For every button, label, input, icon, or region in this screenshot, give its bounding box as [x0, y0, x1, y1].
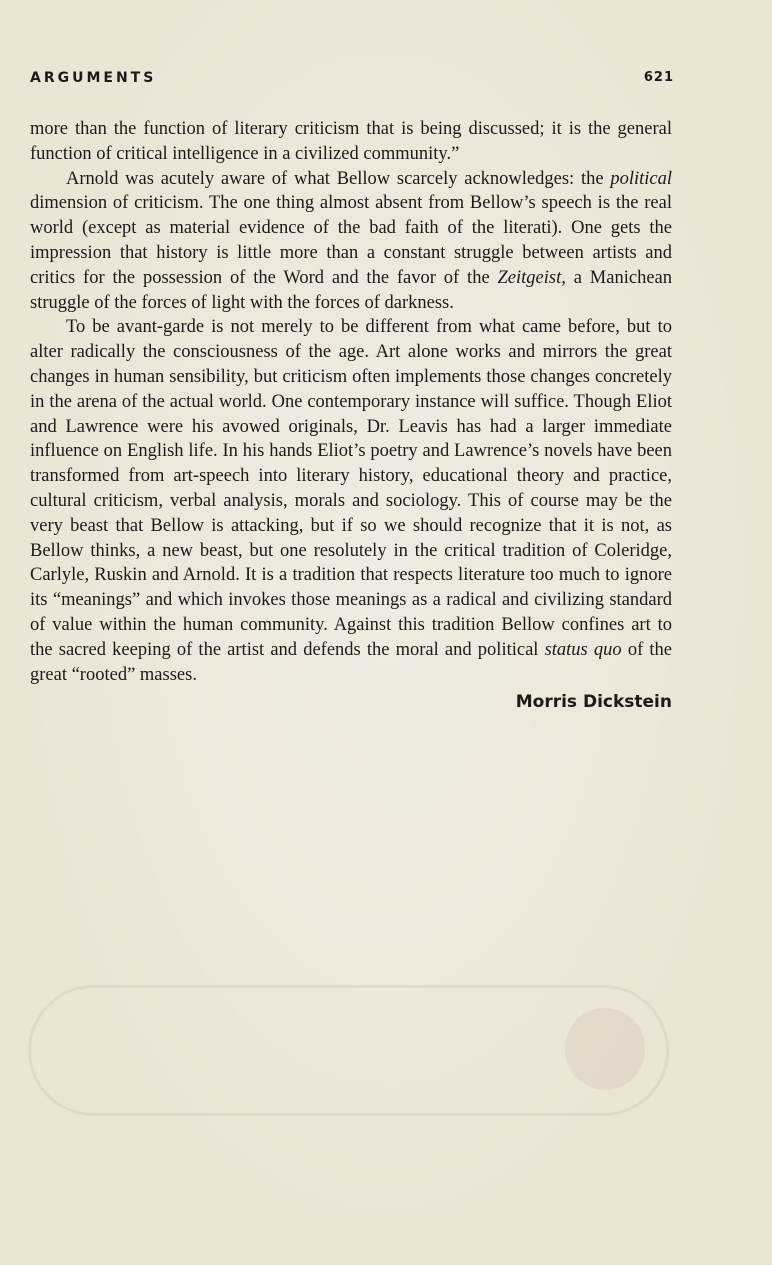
bleed-through-logo-mark: [565, 1008, 645, 1090]
paragraph-2-text-b: dimension of criticism. The one thing almost absent from Bellow’s speech is the real world (except as material evidence of the bad faith of the literati). One gets the impression that history is little more than a constant struggle between artists and critics for the possession of the Word and the favor of the: [30, 193, 672, 288]
page-header: [30, 70, 674, 92]
paragraph-1: more than the function of literary criticism that is being discussed; it is the general function of critical intelligence in a civilized community.”: [30, 119, 672, 164]
running-head: ARGUMENTS: [30, 70, 157, 86]
author-signature: Morris Dickstein: [515, 692, 672, 713]
paragraph-3-emphasis-status-quo: status quo: [544, 639, 622, 660]
article-body: [30, 117, 672, 712]
page-number: 621: [643, 70, 674, 85]
paragraph-2-text-a: Arnold was acutely aware of what Bellow scarcely acknowledges: the: [66, 168, 611, 189]
paragraph-2-emphasis-political: political: [610, 168, 672, 189]
paragraph-2: [30, 167, 672, 316]
paragraph-2-emphasis-zeitgeist: Zeitgeist,: [497, 267, 566, 288]
paragraph-3-text-a: To be avant-garde is not merely to be different from what came before, but to alter radically the consciousness of the age. Art alone works and mirrors the great changes in human sensibility, but criticism often implements those changes concretely in the arena of the actual world. One contemporary instance will suffice. Though Eliot and Lawrence were his avowed originals, Dr. Leavis has had a larger immediate influence on English life. In his hands Eliot’s poetry and Lawrence’s novels have been transformed from art-speech into literary history, educational theory and practice, cultural criticism, verbal analysis, morals and sociology. This of course may be the very beast that Bellow is attacking, but if so we should recognize that it is not, as Bellow thinks, a new beast, but one resolutely in the critical tradition of Coleridge, Carlyle, Ruskin and Arnold. It is a tradition that respects literature too much to ignore its “meanings” and which invokes those meanings as a radical and civilizing standard of value within the human community. Against this tradition Bellow confines art to the sacred keeping of the artist and defends the moral and political: [30, 317, 672, 660]
paragraph-3: [30, 315, 672, 687]
paragraph-2-text-c: a Manichean struggle of the forces of light with the forces of darkness.: [30, 267, 672, 313]
paragraph-3-text-b: of the great “rooted” masses.: [30, 639, 672, 685]
